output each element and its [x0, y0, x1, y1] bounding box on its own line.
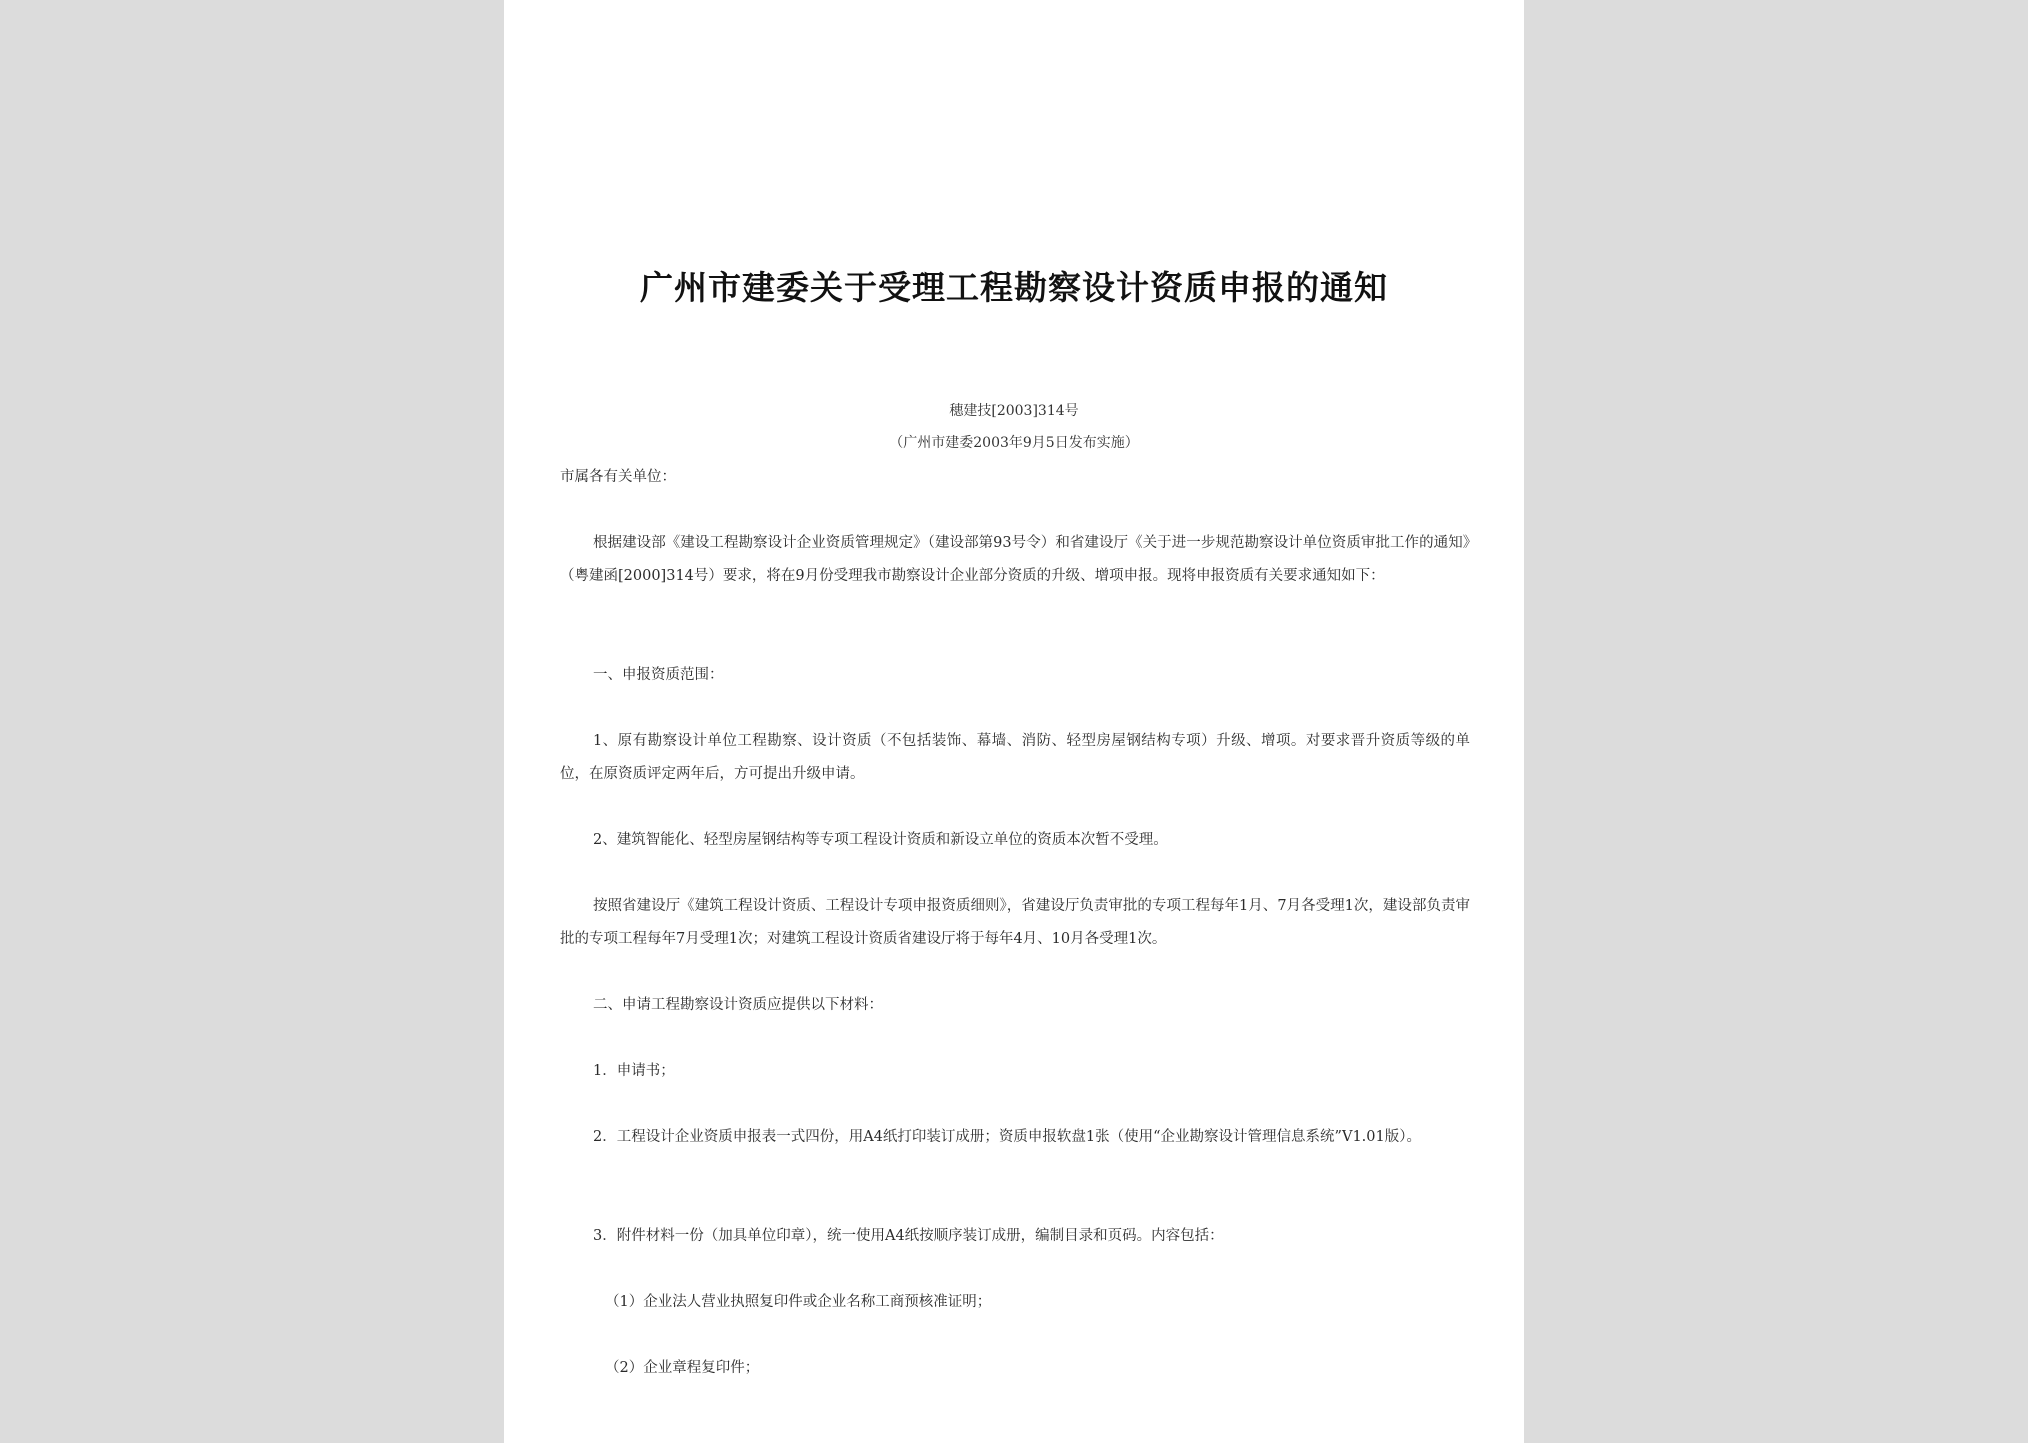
document-number: 穗建技[2003]314号 — [949, 403, 1079, 419]
paragraph-scope-item-2: 2、建筑智能化、轻型房屋钢结构等专项工程设计资质和新设立单位的资质本次暂不受理。 — [593, 832, 1168, 848]
materials-item-2: 2．工程设计企业资质申报表一式四份，用A4纸打印装订成册；资质申报软盘1张（使用“企业勘察设计管理信息系统”V1.01版）。 — [593, 1129, 1421, 1145]
document-title: 广州市建委关于受理工程勘察设计资质申报的通知 — [640, 268, 1388, 307]
paragraph-scope-item-1: 1、原有勘察设计单位工程勘察、设计资质（不包括装饰、幕墙、消防、轻型房屋钢结构专项）升级、增项。对要求晋升资质等级的单位，在原资质评定两年后，方可提出升级申请。 — [560, 733, 1470, 782]
paragraph-intro: 根据建设部《建设工程勘察设计企业资质管理规定》（建设部第93号令）和省建设厅《关于进一步规范勘察设计单位资质审批工作的通知》（粤建函[2000]314号）要求，将在9月份受理我市勘察设计企业部分资质的升级、增项申报。现将申报资质有关要求通知如下： — [560, 535, 1470, 584]
materials-subitem-1: （1）企业法人营业执照复印件或企业名称工商预核准证明； — [605, 1294, 992, 1310]
materials-item-3: 3．附件材料一份（加具单位印章），统一使用A4纸按顺序装订成册，编制目录和页码。内容包括： — [593, 1228, 1224, 1244]
document-page — [504, 0, 1524, 1443]
paragraph-acceptance-schedule: 按照省建设厅《建筑工程设计资质、工程设计专项申报资质细则》，省建设厅负责审批的专项工程每年1月、7月各受理1次，建设部负责审批的专项工程每年7月受理1次；对建筑工程设计资质省建设厅将于每年4月、10月各受理1次。 — [560, 898, 1470, 947]
document-issue-date: （广州市建委2003年9月5日发布实施） — [889, 435, 1139, 451]
section-heading-scope: 一、申报资质范围： — [593, 667, 724, 683]
materials-item-1: 1．申请书； — [593, 1063, 675, 1079]
materials-subitem-2: （2）企业章程复印件； — [605, 1360, 760, 1376]
salutation: 市属各有关单位： — [560, 469, 676, 485]
section-heading-materials: 二、申请工程勘察设计资质应提供以下材料： — [593, 997, 883, 1013]
